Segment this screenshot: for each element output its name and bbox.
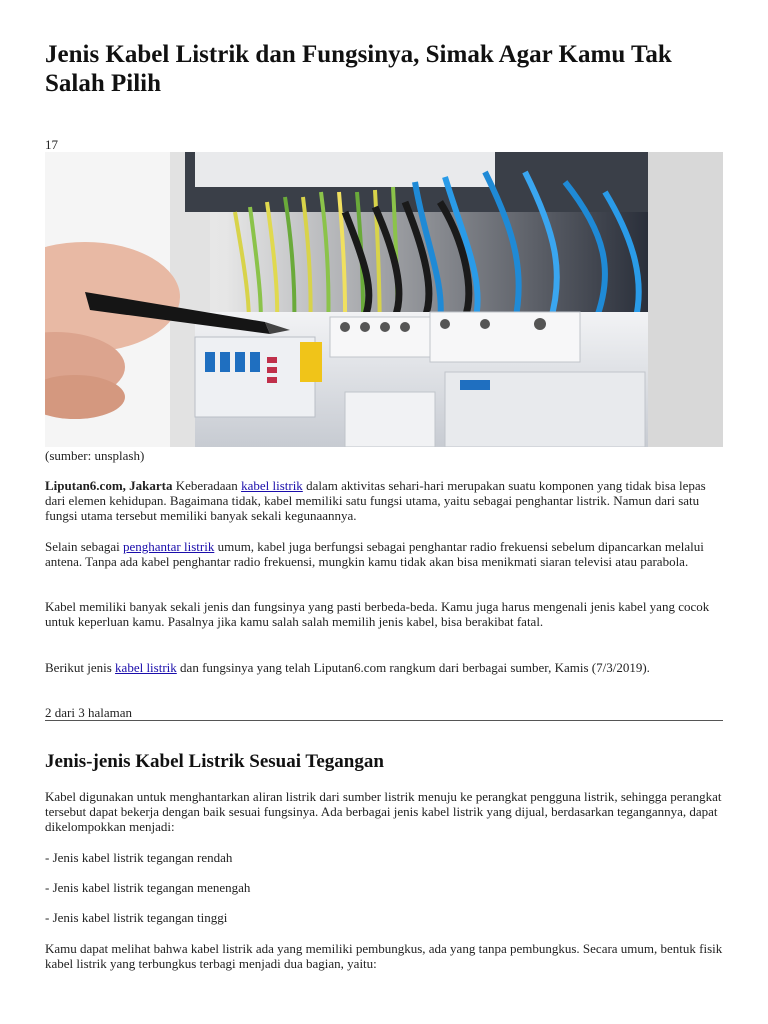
paragraph-3: Kabel memiliki banyak sekali jenis dan fungsinya yang pasti berbeda-beda. Kamu juga harus mengenali jenis kabel yang cocok untuk keperluan kamu. Pasalnya jika kamu salah salah memilih jenis kabel, bisa berakibat fatal. — [45, 599, 710, 629]
paragraph-4-text-a: Berikut jenis — [45, 660, 116, 675]
list-item: - Jenis kabel listrik tegangan menengah — [45, 880, 251, 895]
section-intro: Kabel digunakan untuk menghantarkan aliran listrik dari sumber listrik menuju ke perangkat pengguna listrik, sehingga perangkat tersebut dapat bekerja dengan baik sesuai fungsinya. Ada berbagai jenis kabel listrik yang dijual, berdasarkan tegangannya, dapat dikelompokkan menjadi: — [45, 789, 722, 834]
link-kabel-listrik-2[interactable]: kabel listrik — [115, 660, 177, 675]
article-photo-frame — [45, 152, 723, 447]
list-item: - Jenis kabel listrik tegangan tinggi — [45, 910, 228, 925]
photo-caption: (sumber: unsplash) — [45, 448, 145, 463]
section-divider — [45, 720, 723, 721]
paragraph-2-text-b: umum, kabel juga berfungsi sebagai penghantar radio frekuensi sebelum dipancarkan melalui antena. Tanpa ada kabel penghantar radio frekuensi, mungkin kamu tidak akan bisa menikmati siaran televisi atau parabola. — [45, 539, 704, 569]
article-title: Jenis Kabel Listrik dan Fungsinya, Simak Agar Kamu Tak Salah Pilih — [45, 41, 672, 97]
paragraph-1 — [45, 478, 723, 523]
link-kabel-listrik[interactable]: kabel listrik — [241, 478, 303, 493]
dateline: Liputan6.com, Jakarta — [45, 478, 173, 493]
paragraph-2 — [45, 539, 723, 569]
comment-count[interactable]: 17 — [45, 137, 58, 152]
link-penghantar-listrik[interactable]: penghantar listrik — [122, 539, 215, 554]
page-indicator[interactable]: 2 dari 3 halaman — [45, 705, 132, 720]
paragraph-2-text-a: Selain sebagai — [45, 539, 123, 554]
paragraph-4 — [45, 660, 723, 675]
paragraph-1-text-a: Keberadaan — [172, 478, 242, 493]
section-outro: Kamu dapat melihat bahwa kabel listrik ada yang memiliki pembungkus, ada yang tanpa pembungkus. Secara umum, bentuk fisik kabel listrik yang terbungkus terbagi menjadi dua bagian, yaitu: — [45, 941, 723, 971]
list-item: - Jenis kabel listrik tegangan rendah — [45, 850, 233, 865]
paragraph-1-text-b: dalam aktivitas sehari-hari merupakan suatu komponen yang tidak bisa lepas dari elemen kehidupan. Bagaimana tidak, kabel memiliki satu fungsi utama, yaitu sebagai penghantar listrik. Namun dari satu fungsi utama tersebut memiliki banyak sekali kegunaannya. — [45, 478, 706, 523]
article-photo — [45, 152, 648, 447]
paragraph-4-text-b: dan fungsinya yang telah Liputan6.com rangkum dari berbagai sumber, Kamis (7/3/2019). — [176, 660, 650, 675]
section-heading: Jenis-jenis Kabel Listrik Sesuai Tegangan — [45, 751, 384, 772]
